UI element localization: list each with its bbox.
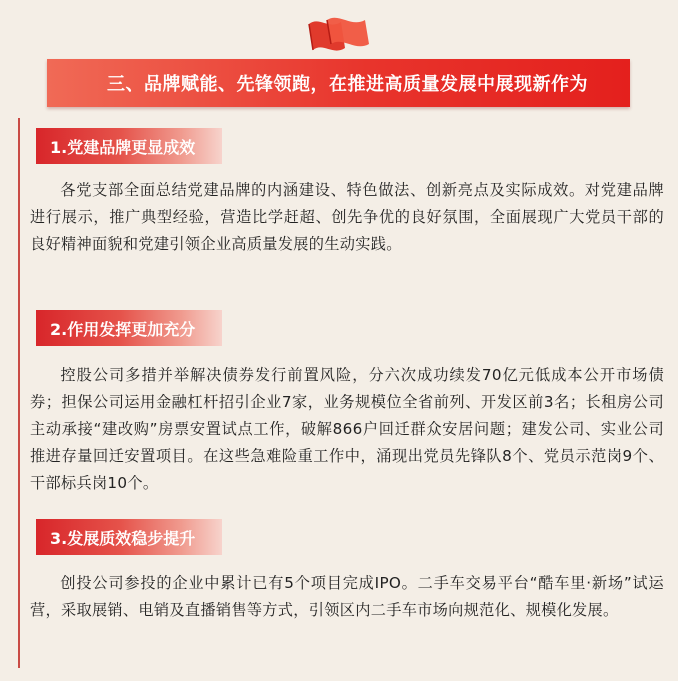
subsection-paragraph-3: 创投公司参投的企业中累计已有5个项目完成IPO。二手车交易平台“酷车里·新场”试运营，采取展销、电销及直播销售等方式，引领区内二手车市场向规范化、规模化发展。 <box>30 574 664 619</box>
subsection-tag-3 <box>36 519 222 555</box>
section-heading-title: 三、品牌赋能、先锋领跑，在推进高质量发展中展现新作为 <box>107 74 588 95</box>
subsection-tag-1 <box>36 128 222 164</box>
subsection-paragraph-2: 控股公司多措并举解决债券发行前置风险，分六次成功续发70亿元低成本公开市场债券；担保公司运用金融杠杆招引企业7家，业务规模位全省前列、开发区前3名；长租房公司主动承接“建改购”房票安置试点工作，破解866户回迁群众安居问题；建发公司、实业公司推进存量回迁安置项目。在这些急难险重工作中，涌现出党员先锋队8个、党员示范岗9个、干部标兵岗10个。 <box>30 366 665 492</box>
section-heading-banner <box>47 59 630 107</box>
subsection-tag-label: 3.发展质效稳步提升 <box>50 528 196 548</box>
left-accent-line <box>18 118 20 668</box>
subsection-tag-label: 1.党建品牌更显成效 <box>50 137 196 157</box>
subsection-tag-2 <box>36 310 222 346</box>
red-flag-icon <box>305 14 377 58</box>
subsection-tag-label: 2.作用发挥更加充分 <box>50 319 196 339</box>
subsection-paragraph-1: 各党支部全面总结党建品牌的内涵建设、特色做法、创新亮点及实际成效。对党建品牌进行展示，推广典型经验，营造比学赶超、创先争优的良好氛围，全面展现广大党员干部的良好精神面貌和党建引领企业高质量发展的生动实践。 <box>30 181 664 253</box>
